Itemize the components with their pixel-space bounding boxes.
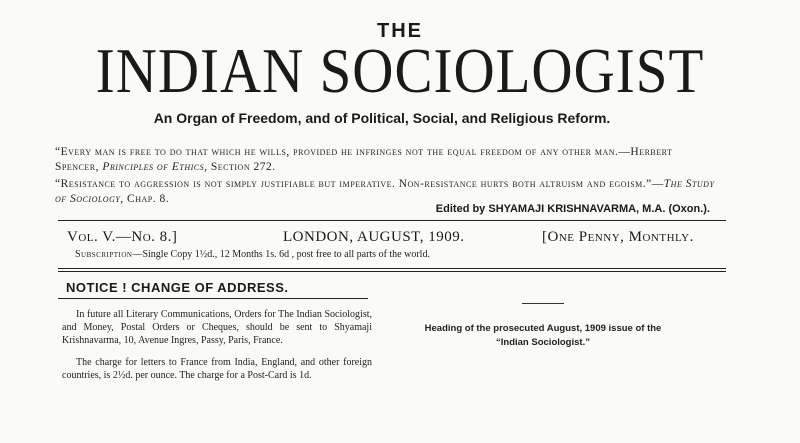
volume-number: Vol. V.—No. 8.] <box>67 229 178 245</box>
newspaper-title: INDIAN SOCIOLOGIST <box>95 35 705 107</box>
caption-rule <box>522 303 564 304</box>
subscription-line <box>75 249 430 260</box>
masthead-top-rule <box>58 220 726 221</box>
epigraph-spencer-source: Principles of Ethics <box>102 161 205 173</box>
masthead-bottom-rule <box>58 268 726 269</box>
epigraph-spencer-text: “Every man is free to do that which he wills, provided he infringes not the equal freedom of any other man.—Herbert Spencer, <box>55 146 673 173</box>
subscription-label: Subscription <box>75 249 133 260</box>
caption-line-2: “Indian Sociologist.” <box>496 337 590 348</box>
notice-heading: NOTICE ! CHANGE OF ADDRESS. <box>66 280 289 295</box>
image-caption <box>390 322 696 350</box>
epigraph-sociology-tail: , Chap. 8. <box>120 193 170 205</box>
epigraph-sociology-source: The Study of Sociology <box>55 178 715 205</box>
epigraph-sociology-text: “Resistance to aggression is not simply justifiable but imperative. Non-resistance hurts both altruism and egoism.”— <box>55 178 664 190</box>
title-prefix: THE <box>377 20 423 42</box>
editor-line: Edited by SHYAMAJI KRISHNAVARMA, M.A. (Oxon.). <box>435 203 710 215</box>
subscription-text: —Single Copy 1½d., 12 Months 1s. 6d , post free to all parts of the world. <box>132 249 430 260</box>
notice-rule <box>58 298 368 299</box>
issue-price: [One Penny, Monthly. <box>542 229 694 245</box>
masthead-bottom-rule-2 <box>58 271 726 272</box>
notice-paragraph-address: In future all Literary Communications, Orders for The Indian Sociologist, and Money, Postal Orders or Cheques, should be sent to Shyamaji Krishnavarma, 10, Avenue Ingres, Passy, Paris, France. <box>62 309 372 346</box>
newspaper-subtitle: An Organ of Freedom, and of Political, Social, and Religious Reform. <box>153 110 611 126</box>
issue-date: LONDON, AUGUST, 1909. <box>283 229 465 245</box>
epigraph-spencer <box>55 145 715 175</box>
notice-paragraph-postage: The charge for letters to France from India, England, and other foreign countries, is 2½d. per ounce. The charge for a Post-Card is 1d. <box>62 357 372 381</box>
epigraph-spencer-tail: , Section 272. <box>204 161 276 173</box>
caption-line-1: Heading of the prosecuted August, 1909 issue of the <box>424 323 662 334</box>
